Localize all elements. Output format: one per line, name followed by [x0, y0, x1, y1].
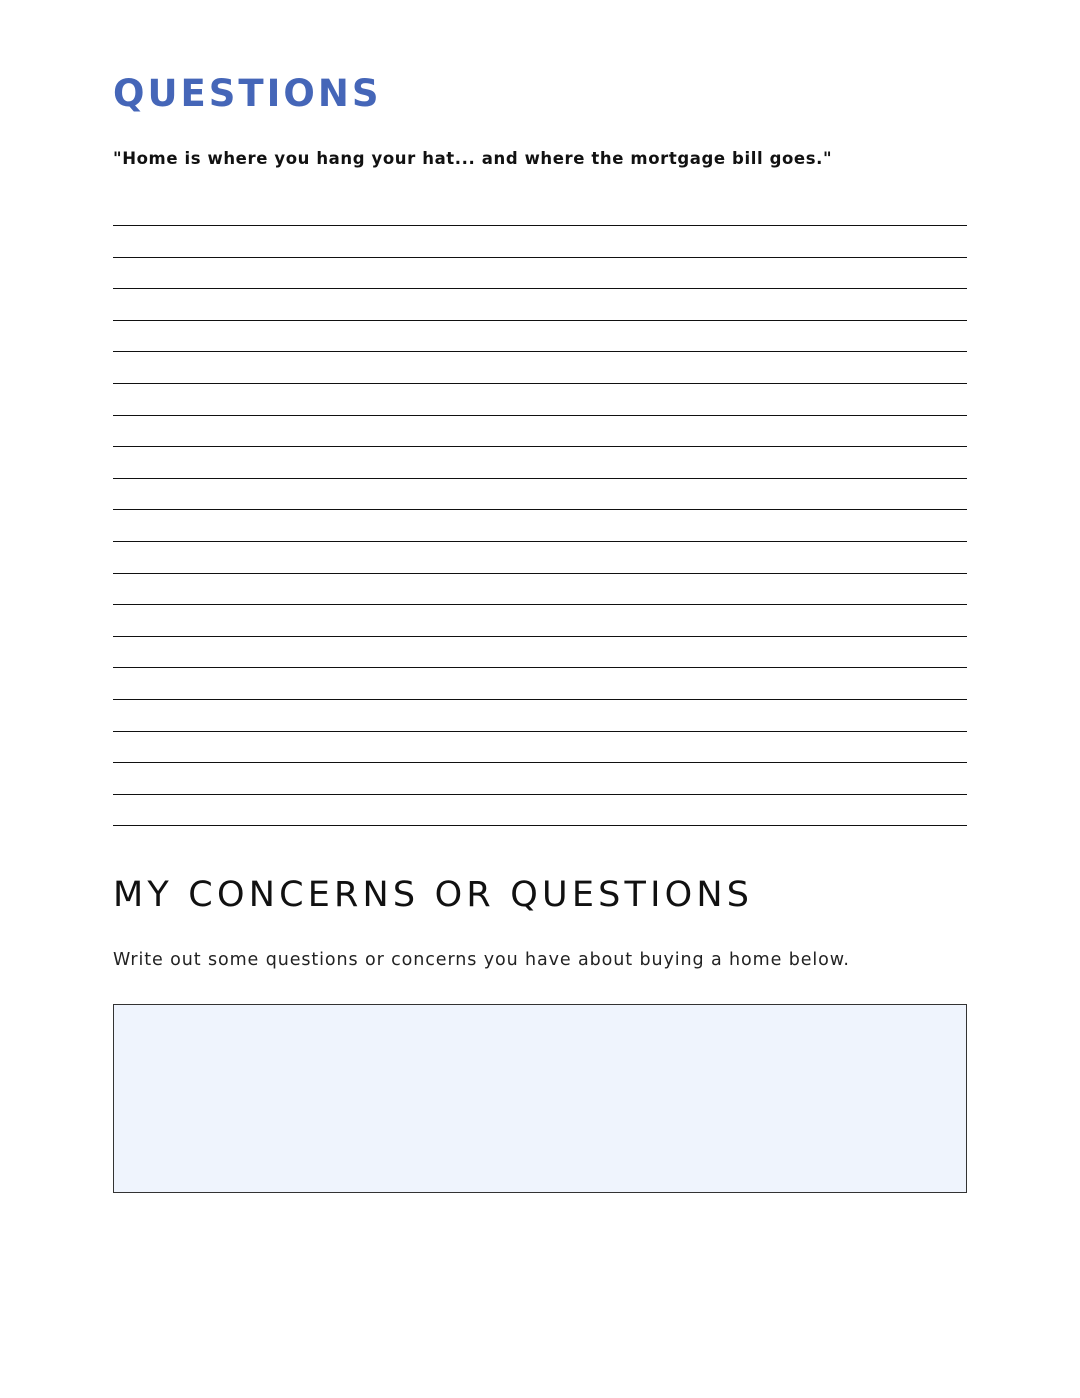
writing-line: [113, 699, 967, 700]
writing-line: [113, 351, 967, 352]
quote-text: "Home is where you hang your hat... and where the mortgage bill goes.": [113, 149, 833, 168]
writing-line: [113, 415, 967, 416]
section-title: MY CONCERNS OR QUESTIONS: [113, 875, 754, 915]
writing-line: [113, 509, 967, 510]
writing-line: [113, 541, 967, 542]
writing-line: [113, 320, 967, 321]
writing-line: [113, 225, 967, 226]
writing-line: [113, 257, 967, 258]
page-title: QUESTIONS: [113, 72, 382, 115]
writing-line: [113, 762, 967, 763]
writing-line: [113, 383, 967, 384]
writing-line: [113, 667, 967, 668]
concerns-answer-box[interactable]: [113, 1004, 967, 1193]
writing-line: [113, 794, 967, 795]
writing-line: [113, 288, 967, 289]
writing-line: [113, 446, 967, 447]
writing-line: [113, 825, 967, 826]
writing-line: [113, 636, 967, 637]
writing-lines[interactable]: [113, 225, 967, 826]
writing-line: [113, 731, 967, 732]
writing-line: [113, 478, 967, 479]
writing-line: [113, 604, 967, 605]
writing-line: [113, 573, 967, 574]
instructions-text: Write out some questions or concerns you have about buying a home below.: [113, 950, 850, 970]
